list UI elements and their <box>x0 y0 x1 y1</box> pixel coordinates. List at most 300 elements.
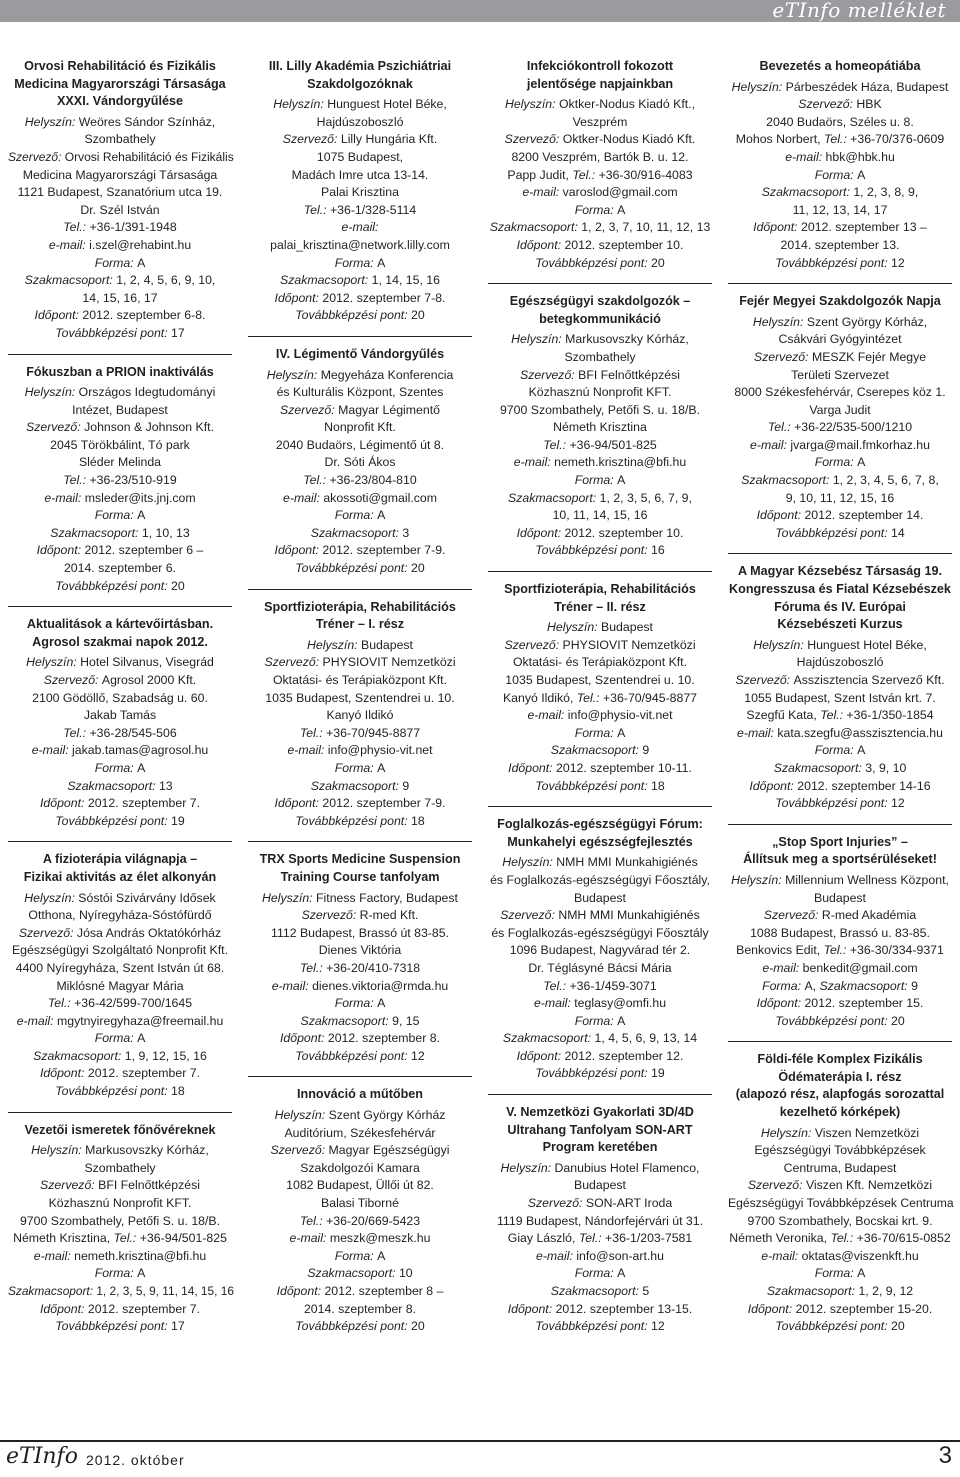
field-value: A <box>137 255 146 270</box>
field-value: HBK <box>856 97 882 112</box>
field-value: Területi Szervezet <box>791 367 889 382</box>
event-line <box>8 219 232 237</box>
field-value: 18 <box>171 1084 185 1099</box>
event-line <box>8 437 232 455</box>
event-line <box>488 742 712 760</box>
field-label: Szervező: <box>520 367 579 382</box>
event-line <box>728 637 952 655</box>
event-line <box>728 690 952 708</box>
field-label: Forma: <box>762 978 805 993</box>
field-label: Szervező: <box>18 925 77 940</box>
event-line <box>728 1301 952 1319</box>
event-line <box>8 742 232 760</box>
event-line <box>248 1030 472 1048</box>
event-title-line: Állítsuk meg a sportsérüléseket! <box>743 852 937 867</box>
footer-date: 2012. október <box>86 1452 185 1468</box>
field-label: Időpont: <box>516 525 565 540</box>
field-value: Benkovics Edit, <box>736 943 824 958</box>
field-label: Tel.: <box>63 725 90 740</box>
event-line <box>728 1318 952 1336</box>
field-label: Időpont: <box>756 508 805 523</box>
event-line <box>488 349 712 367</box>
event-title-line: Egészségügyi szakdolgozók – <box>509 294 691 309</box>
event-line <box>488 1177 712 1195</box>
field-label: Továbbképzési pont: <box>295 1319 412 1334</box>
field-label: Helyszín: <box>500 1160 555 1175</box>
event-line <box>248 525 472 543</box>
field-value: Hajdúszoboszló <box>316 114 404 129</box>
field-value: 1035 Budapest, Szentendrei u. 10. <box>505 673 695 687</box>
field-label: Továbbképzési pont: <box>55 325 172 340</box>
field-label: Időpont: <box>274 543 323 558</box>
entry-divider <box>488 1094 712 1095</box>
field-value: Kanyó Ildikó <box>326 708 394 723</box>
event-title <box>728 834 952 869</box>
field-value: Magyar Egészségügyi <box>328 1143 450 1158</box>
event-line <box>488 1013 712 1031</box>
event-line <box>728 507 952 525</box>
event-line <box>8 272 232 290</box>
event-line <box>248 925 472 943</box>
field-value: A <box>137 760 146 775</box>
event-line <box>248 707 472 725</box>
field-label: Helyszín: <box>504 97 559 112</box>
event-line <box>248 149 472 167</box>
field-value: palai_krisztina@network.lilly.com <box>270 237 450 252</box>
field-value: varoslod@gmail.com <box>562 185 678 200</box>
event-line <box>488 507 712 525</box>
field-value: Danubius Hotel Flamenco, <box>554 1160 700 1175</box>
event-line <box>728 960 952 978</box>
field-value: Hunguest Hotel Béke, <box>807 637 927 652</box>
event-line <box>8 1318 232 1336</box>
field-value: A <box>137 1031 146 1046</box>
field-value: 2012. szeptember 7. <box>87 796 200 811</box>
event-line <box>248 560 472 578</box>
event-line <box>728 314 952 332</box>
field-value: Párbeszédek Háza, Budapest <box>785 79 949 94</box>
event-line <box>8 907 232 925</box>
field-value: 2012. szeptember 8 – <box>324 1284 444 1298</box>
field-value: 12 <box>891 796 905 811</box>
event-line <box>248 307 472 325</box>
event-title <box>248 346 472 364</box>
event-line <box>248 1177 472 1195</box>
field-label: Szakmacsoport: <box>502 1031 595 1046</box>
event-line <box>728 490 952 508</box>
field-value: 2012. szeptember 12. <box>564 1048 684 1063</box>
field-value: 1, 2, 3, 8, 9, <box>853 185 919 200</box>
field-value: kata.szegfu@asszisztencia.hu <box>777 725 943 740</box>
event-line <box>488 114 712 132</box>
field-label: Időpont: <box>516 1048 565 1063</box>
field-label: Szervező: <box>753 349 812 364</box>
field-value: 1, 2, 3, 4, 5, 6, 7, 8, <box>832 473 939 488</box>
field-label: Szervező: <box>763 908 822 923</box>
field-label: Időpont: <box>40 796 88 811</box>
event-line <box>248 978 472 996</box>
field-value: +36-70/615-0852 <box>856 1231 951 1246</box>
field-value: A <box>617 725 626 740</box>
event-line <box>488 202 712 220</box>
field-value: jakab.tamas@agrosol.hu <box>72 743 209 758</box>
entry-divider <box>728 824 952 825</box>
field-value: Markusovszky Kórház, <box>565 332 689 347</box>
field-label: Forma: <box>814 743 858 758</box>
field-label: Forma: <box>574 202 618 217</box>
field-value: +36-1/350-1854 <box>846 708 934 723</box>
field-value: nemeth.krisztina@bfi.hu <box>554 455 687 470</box>
field-value: Németh Krisztina, <box>13 1231 114 1246</box>
field-value: jvarga@mail.fmkorhaz.hu <box>790 437 930 452</box>
event-line <box>728 219 952 237</box>
field-label: Továbbképzési pont: <box>535 255 652 270</box>
entry-divider <box>728 1041 952 1042</box>
event-line <box>488 525 712 543</box>
event-line <box>728 1013 952 1031</box>
field-label: Tel.: <box>299 725 327 740</box>
field-label: Tel.: <box>299 1213 327 1228</box>
field-value: 2012. szeptember 7-9. <box>322 543 446 558</box>
event-line <box>488 419 712 437</box>
field-label: e-mail: <box>283 490 324 505</box>
event-line <box>488 437 712 455</box>
event-line <box>248 167 472 185</box>
field-value: 2014. szeptember 8. <box>303 1301 417 1316</box>
field-label: Időpont: <box>747 1301 796 1316</box>
event-line <box>728 454 952 472</box>
event-line <box>728 384 952 402</box>
field-value: info@physio-vit.net <box>567 708 673 723</box>
field-value: msleder@its.jnj.com <box>84 490 196 505</box>
field-value: R-med Akadémia <box>821 908 917 923</box>
field-label: Szakmacsoport: <box>773 760 866 775</box>
event-entry <box>488 581 712 795</box>
field-value: +36-94/501-825 <box>139 1231 227 1246</box>
field-label: Továbbképzési pont: <box>55 1319 172 1334</box>
field-label: Tel.: <box>303 202 330 217</box>
event-line <box>248 1283 472 1301</box>
event-line <box>728 167 952 185</box>
event-line <box>488 1230 712 1248</box>
field-label: Forma: <box>334 255 378 270</box>
page-number: 3 <box>938 1442 952 1469</box>
field-value: i.szel@rehabint.hu <box>89 237 192 252</box>
field-label: Helyszín: <box>24 114 79 129</box>
event-line <box>8 1065 232 1083</box>
field-label: Továbbképzési pont: <box>775 525 892 540</box>
field-value: 9 <box>642 743 650 758</box>
field-label: e-mail: <box>533 996 575 1011</box>
event-line <box>8 255 232 273</box>
event-title-line: „Stop Sport Injuries” – <box>772 834 908 849</box>
field-label: Továbbképzési pont: <box>295 1048 412 1063</box>
field-label: Továbbképzési pont: <box>295 308 412 323</box>
event-line <box>728 437 952 455</box>
field-value: +36-1/203-7581 <box>605 1231 693 1246</box>
field-label: Forma: <box>334 508 378 523</box>
event-line <box>8 1142 232 1160</box>
event-line <box>488 472 712 490</box>
header-bar <box>0 0 960 22</box>
field-label: e-mail: <box>522 185 563 200</box>
field-value: A <box>377 508 386 523</box>
event-title <box>8 616 232 651</box>
event-title <box>488 581 712 616</box>
field-value: 1035 Budapest, Szentendrei u. 10. <box>265 690 455 705</box>
event-line <box>8 707 232 725</box>
field-value: +36-1/328-5114 <box>329 202 417 217</box>
field-value: Sóstói Szivárvány Idősek <box>78 890 216 905</box>
field-label: Szakmacsoport: <box>489 220 582 235</box>
event-line <box>488 149 712 167</box>
event-title-line: Kongresszusa és Fiatal Kézsebészek <box>729 582 951 597</box>
field-label: Időpont: <box>508 760 557 775</box>
field-value: Palai Krisztina <box>321 185 399 200</box>
field-value: 2014. szeptember 6. <box>63 561 177 576</box>
field-value: Weöres Sándor Színház, <box>78 114 216 129</box>
event-title-line: IV. Légimentő Vándorgyűlés <box>275 346 445 361</box>
field-label: Helyszín: <box>753 637 808 652</box>
event-line <box>8 1265 232 1283</box>
event-line <box>728 149 952 167</box>
event-line <box>248 272 472 290</box>
field-label: e-mail: <box>762 960 803 975</box>
field-label: Időpont: <box>276 1284 325 1298</box>
field-value: 1119 Budapest, Nándorfejérvári út 31. <box>497 1213 703 1228</box>
event-title <box>248 58 472 93</box>
event-line <box>248 454 472 472</box>
field-value: A <box>857 455 866 470</box>
field-value: 16 <box>651 543 665 558</box>
event-title-line: Agrosol szakmai napok 2012. <box>32 634 208 649</box>
field-label: Időpont: <box>507 1301 556 1316</box>
field-label: e-mail: <box>33 1248 75 1263</box>
event-entry <box>728 834 952 1031</box>
field-value: 1075 Budapest, <box>316 149 404 164</box>
field-value: Dr. Téglásyné Bácsi Mária <box>528 960 672 975</box>
field-label: Időpont: <box>274 290 323 305</box>
event-line <box>488 1048 712 1066</box>
event-line <box>728 349 952 367</box>
field-label: e-mail: <box>750 437 791 452</box>
field-value: MESZK Fejér Megye <box>811 349 927 364</box>
event-line <box>488 219 712 237</box>
event-title-line: Munkahelyi egészségfejlesztés <box>507 834 693 849</box>
field-label: Szakmacsoport: <box>50 525 142 540</box>
field-label: Időpont: <box>756 996 805 1011</box>
field-value: 2012. szeptember 14-16 <box>797 778 931 793</box>
field-label: e-mail: <box>341 220 379 235</box>
field-value: 9 <box>402 778 410 793</box>
field-value: 2012. szeptember 6 – <box>84 543 204 558</box>
field-label: e-mail: <box>48 237 90 252</box>
field-value: A <box>857 167 866 182</box>
event-entry <box>8 1122 232 1336</box>
field-label: Szakmacsoport: <box>300 1013 393 1028</box>
field-value: Hotel Silvanus, Visegrád <box>80 655 214 670</box>
field-value: oktatas@viszenkft.hu <box>801 1248 919 1263</box>
field-label: Szakmacsoport: <box>33 1048 125 1063</box>
field-value: +36-23/510-919 <box>89 473 177 488</box>
field-value: +36-1/391-1948 <box>89 220 177 235</box>
event-title-line: Fizikai aktivitás az élet alkonyán <box>23 869 217 884</box>
field-value: PHYSIOVIT Nemzetközi <box>562 637 696 652</box>
event-title <box>8 851 232 886</box>
field-label: e-mail: <box>287 743 328 758</box>
field-value: Medicina Magyarországi Társasága <box>22 167 218 182</box>
field-value: 1096 Budapest, Nagyvárad tér 2. <box>509 943 691 958</box>
entry-divider <box>8 606 232 607</box>
event-line <box>488 542 712 560</box>
entry-divider <box>248 336 472 337</box>
event-entry <box>248 851 472 1065</box>
field-value: 3, 9, 10 <box>865 760 907 775</box>
event-line <box>8 1230 232 1248</box>
field-value: Hajdúszoboszló <box>796 655 884 670</box>
field-label: Szervező: <box>282 132 341 147</box>
field-value: 1, 14, 15, 16 <box>371 273 440 288</box>
field-label: Továbbképzési pont: <box>295 561 412 576</box>
field-label: Továbbképzési pont: <box>775 796 892 811</box>
field-value: Orvosi Rehabilitáció és Fizikális <box>64 149 234 164</box>
field-label: e-mail: <box>271 978 313 993</box>
field-value: +36-42/599-700/1645 <box>74 996 193 1011</box>
column-4 <box>728 58 952 1336</box>
field-label: Időpont: <box>40 1066 88 1081</box>
field-label: Helyszín: <box>26 655 81 670</box>
event-line <box>728 1177 952 1195</box>
field-label: Helyszín: <box>731 872 786 887</box>
field-value: +36-28/545-506 <box>89 725 177 740</box>
field-label: Szakmacsoport: <box>67 778 159 793</box>
event-line <box>728 795 952 813</box>
event-line <box>488 490 712 508</box>
field-value: 2014. szeptember 13. <box>780 237 900 252</box>
field-label: e-mail: <box>761 1248 802 1263</box>
event-title-line: Fókuszban a PRION inaktiválás <box>26 364 214 379</box>
event-title-line: TRX Sports Medicine Suspension <box>259 852 461 867</box>
field-label: Szervező: <box>26 420 85 435</box>
field-value: A <box>137 1266 146 1281</box>
field-value: Dienes Viktória <box>318 943 402 958</box>
field-value: Egészségügyi Továbbképzések <box>754 1143 926 1158</box>
field-value: A <box>617 473 626 488</box>
event-line <box>248 1013 472 1031</box>
event-line <box>8 654 232 672</box>
event-line <box>8 1030 232 1048</box>
field-label: Helyszín: <box>752 314 807 329</box>
field-label: Forma: <box>94 760 138 775</box>
event-line <box>248 131 472 149</box>
event-line <box>488 890 712 908</box>
field-value: A <box>377 996 386 1011</box>
event-line <box>8 925 232 943</box>
event-line <box>488 637 712 655</box>
event-line <box>728 472 952 490</box>
event-line <box>248 654 472 672</box>
field-label: Helyszín: <box>307 637 362 652</box>
event-title-line: Innováció a műtőben <box>297 1087 423 1102</box>
field-value: Szent György Kórház <box>328 1108 446 1123</box>
field-value: Dr. Sóti Ákos <box>324 455 396 470</box>
event-entry <box>728 58 952 272</box>
event-line <box>488 760 712 778</box>
event-title-line: Infekciókontroll fokozott <box>526 59 674 73</box>
event-title-line: Sportfizioterápia, Rehabilitációs <box>264 599 456 614</box>
field-value: Szombathely <box>84 132 156 147</box>
field-label: Tel.: <box>113 1231 140 1246</box>
event-line <box>8 114 232 132</box>
event-line <box>248 1142 472 1160</box>
event-line <box>488 237 712 255</box>
field-value: 9 <box>911 978 918 993</box>
field-value: 1, 2, 4, 5, 6, 9, 10, <box>116 273 216 288</box>
event-line <box>488 778 712 796</box>
event-line <box>728 1125 952 1143</box>
event-line <box>728 707 952 725</box>
field-value: 14, 15, 16, 17 <box>82 290 158 305</box>
field-label: e-mail: <box>513 455 555 470</box>
event-line <box>8 1248 232 1266</box>
field-value: +36-20/410-7318 <box>326 960 421 975</box>
event-line <box>488 690 712 708</box>
event-title <box>728 1051 952 1121</box>
field-value: 12 <box>651 1319 665 1334</box>
event-line <box>728 131 952 149</box>
event-line <box>728 402 952 420</box>
event-line <box>728 778 952 796</box>
field-value: 1121 Budapest, Szanatórium utca 19. <box>17 185 223 200</box>
field-value: 2012. szeptember 15-20. <box>795 1301 933 1316</box>
field-value: Otthona, Nyíregyháza-Sóstófürdő <box>28 908 212 923</box>
field-value: 2045 Törökbálint, Tó park <box>50 437 190 452</box>
field-value: info@son-art.hu <box>576 1248 664 1263</box>
field-value: 9, 10, 11, 12, 15, 16 <box>785 490 895 505</box>
event-title-line: jelentősége napjainkban <box>526 76 674 91</box>
field-value: benkedit@gmail.com <box>802 960 918 975</box>
field-label: Továbbképzési pont: <box>55 813 172 828</box>
event-title-line: Kézsebészeti Kurzus <box>777 617 903 632</box>
field-value: 1, 2, 9, 12 <box>858 1284 914 1298</box>
event-line <box>8 795 232 813</box>
event-line <box>728 725 952 743</box>
field-value: Madách Imre utca 13-14. <box>291 167 429 182</box>
event-line <box>8 1301 232 1319</box>
field-value: Szombathely <box>564 349 636 364</box>
field-label: Időpont: <box>274 796 323 811</box>
field-value: Auditórium, Székesfehérvár <box>284 1125 436 1140</box>
field-value: Asszisztencia Szervező Kft. <box>793 673 945 687</box>
event-line <box>248 1125 472 1143</box>
event-title-line: Ödématerápia I. rész <box>778 1069 902 1084</box>
event-line <box>248 813 472 831</box>
event-line <box>248 472 472 490</box>
field-value: 20 <box>411 1319 425 1334</box>
field-value: 20 <box>891 1013 905 1028</box>
field-label: Helyszín: <box>31 1143 86 1158</box>
field-value: Miklósné Magyar Mária <box>56 978 184 993</box>
field-label: Tel.: <box>820 708 847 723</box>
field-label: Tel.: <box>47 996 75 1011</box>
field-label: Továbbképzési pont: <box>535 543 652 558</box>
event-line <box>728 237 952 255</box>
field-value: Kanyó Ildikó, <box>502 690 577 705</box>
event-entry <box>8 616 232 830</box>
field-label: Forma: <box>814 167 858 182</box>
event-line <box>248 995 472 1013</box>
field-value: 18 <box>411 813 425 828</box>
